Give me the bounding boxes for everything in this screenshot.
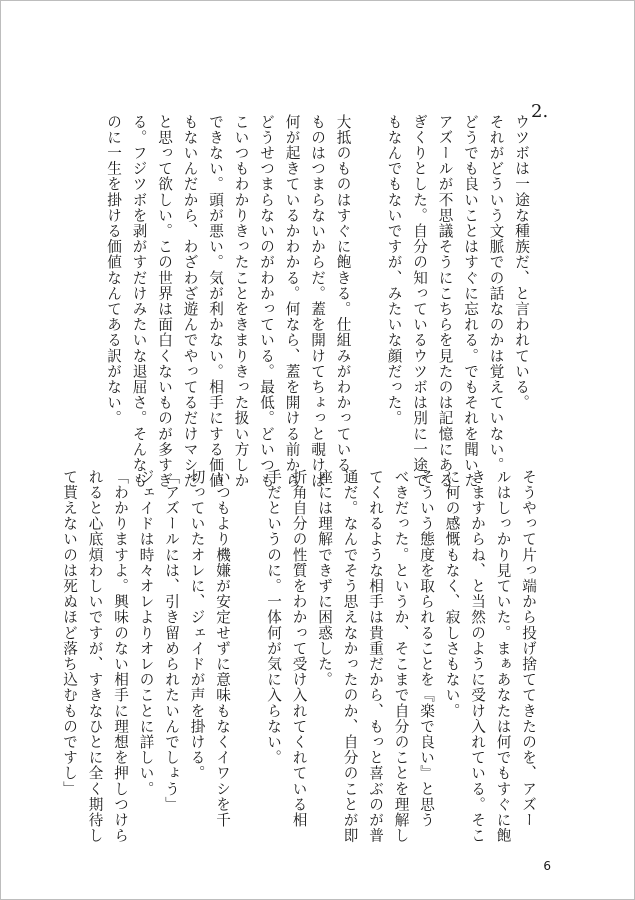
text-line: て貰えないのは死ぬほど落ち込むものですし」: [61, 469, 78, 797]
text-block-top: [101, 114, 535, 504]
text-line: ルはしっかり見ていた。まぁあなたは何でもすぐに飽: [494, 469, 512, 844]
text-line: 何が起きているかわかる。何なら、蓋を開ける前から: [283, 114, 301, 489]
chapter-number: 2.: [531, 101, 549, 122]
text-line: そうやって片っ端から投げ捨ててきたのを、アズー: [520, 469, 537, 828]
text-block-bottom: [57, 469, 542, 844]
text-line: れると心底煩わしいですが、すきなひとに全く期待し: [86, 469, 104, 844]
text-line: ものはつまらないからだ。蓋を開けてちょっと覗けば: [309, 114, 326, 489]
text-line: のに一生を掛ける価値なんてある訳がない。: [105, 114, 122, 426]
text-line: どうせつまらないのがわかっている。最低。どいつも: [258, 114, 275, 489]
text-line: 座には理解できずに困惑した。: [316, 469, 333, 688]
text-line: どうでも良いことはすぐに忘れる。でもそれを聞いた: [462, 114, 479, 489]
text-line: こいつもわかりきったことをきまりきった扱い方しか: [232, 114, 250, 489]
text-line: と思って欲しい。この世界は面白くないものが多すぎ: [156, 114, 173, 489]
text-line: に何の感慨もなく、寂しさもない。: [443, 469, 461, 719]
text-line: る。フジツボを剥がすだけみたいな退屈さ。そんなも: [130, 114, 148, 489]
text-line: 大抵のものはすぐに飽きる。仕組みがわかっている: [334, 114, 352, 473]
text-line: 切っていたオレに、ジェイドが声を掛ける。: [188, 469, 206, 781]
page-number: 6: [543, 859, 551, 873]
text-line: いつもより機嫌が安定せずに意味もなくイワシを千: [214, 469, 231, 828]
text-line: もなんでもないですが、みたいな顔だった。: [385, 114, 403, 426]
text-line: もないんだから、わざわざ遊んでやってるだけマシだ: [181, 114, 199, 489]
text-line: 「わかりますよ。興味のない相手に理想を押しつけら: [112, 469, 129, 844]
text-line: アズールが不思議そうにこちらを見たのは記憶にある。: [436, 114, 454, 504]
text-line: 折角自分の性質をわかって受け入れてくれている相: [290, 469, 308, 828]
paragraph-gap: [356, 114, 382, 444]
text-line: べきだった。というか、そこまで自分のことを理解し: [392, 469, 410, 844]
text-line: きますからね、と当然のように受け入れている。そこ: [469, 469, 486, 844]
text-line: できない。頭が悪い。気が利かない。相手にする価値: [207, 114, 224, 489]
text-line: てくれるような相手は貴重だから、もっと喜ぶのが普: [367, 469, 384, 844]
text-line: 手だというのに。一体何が気に入らない。: [265, 469, 282, 766]
text-line: 「アズールには、引き留められたいんでしょう」: [163, 469, 180, 813]
text-line: ジェイドは時々オレよりオレのことに詳しい。: [137, 469, 155, 797]
text-line: 通だ。なんでそう思えなかったのか、自分のことが即: [341, 469, 359, 844]
text-line: ウツボは一途な種族だ、と言われている。: [513, 114, 530, 411]
text-line: そういう態度を取られることを『楽で良い』と思う: [418, 469, 435, 828]
text-line: それがどういう文脈での話なのかは覚えていない。: [487, 114, 505, 473]
paragraph-gap: [235, 469, 261, 814]
text-line: ぎくりとした。自分の知っているウツボは別に一途で: [411, 114, 428, 489]
